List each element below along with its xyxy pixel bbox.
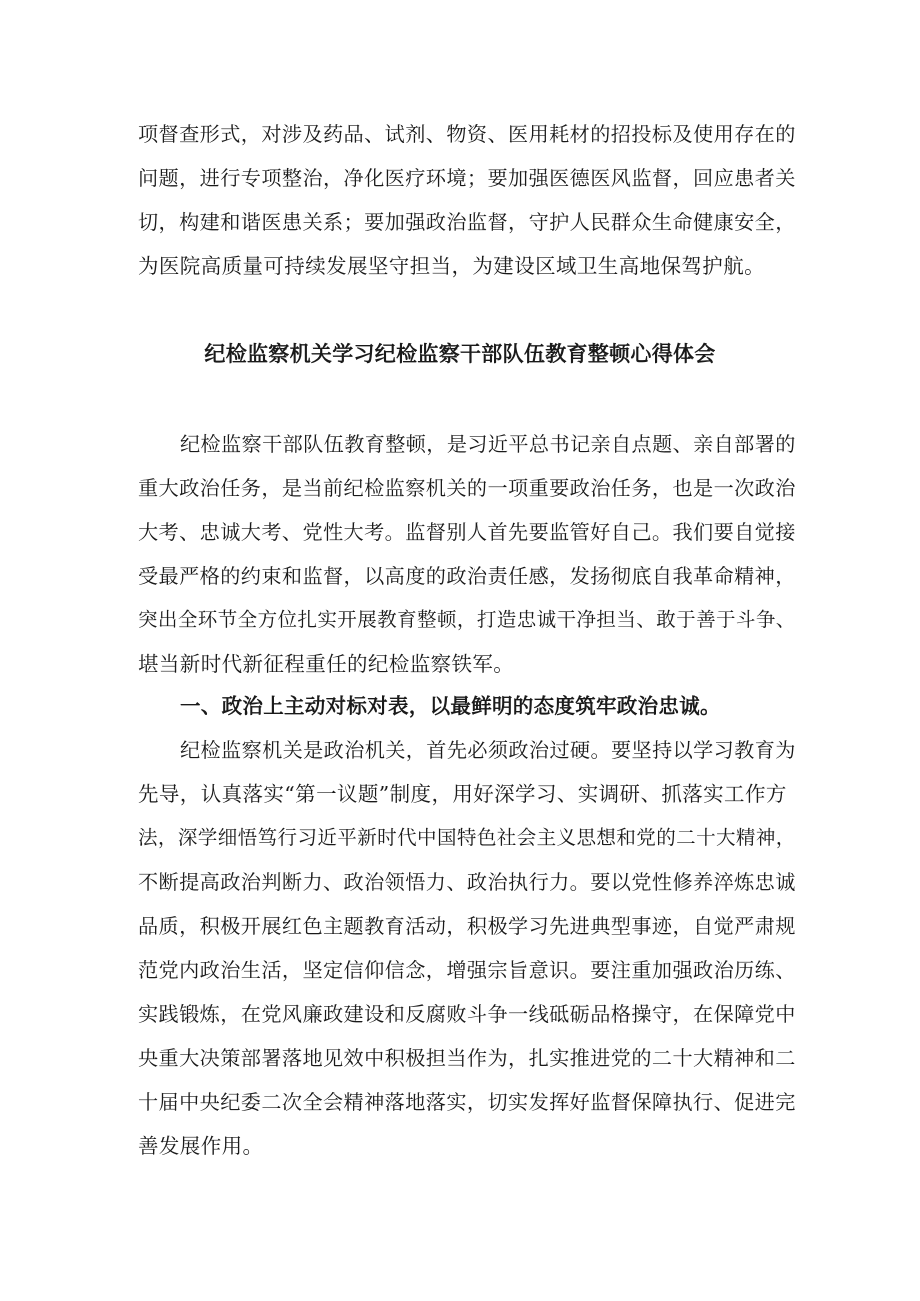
article-title: 纪检监察机关学习纪检监察干部队伍教育整顿心得体会 <box>204 342 716 366</box>
paragraph-line: 央重大决策部署落地见效中积极担当作为，扎实推进党的二十大精神和二 <box>138 1046 796 1070</box>
paragraph-line: 纪检监察干部队伍教育整顿，是习近平总书记亲自点题、亲自部署的 <box>180 432 796 456</box>
paragraph-line: 突出全环节全方位扎实开展教育整顿，打造忠诚干净担当、敢于善于斗争、 <box>138 608 796 631</box>
paragraph-line: 不断提高政治判断力、政治领悟力、政治执行力。要以党性修养淬炼忠诚 <box>138 870 796 894</box>
paragraph-line: 十届中央纪委二次全会精神落地落实，切实发挥好监督保障执行、促进完 <box>138 1090 796 1114</box>
paragraph-line: 问题，进行专项整治，净化医疗环境；要加强医德医风监督，回应患者关 <box>138 166 796 190</box>
paragraph-line: 善发展作用。 <box>138 1134 264 1158</box>
paragraph-line: 大考、忠诚大考、党性大考。监督别人首先要监管好自己。我们要自觉接 <box>138 520 796 544</box>
paragraph-line: 堪当新时代新征程重任的纪检监察铁军。 <box>138 652 515 676</box>
paragraph-line: 切，构建和谐医患关系；要加强政治监督，守护人民群众生命健康安全， <box>138 210 796 234</box>
paragraph-line: 为医院高质量可持续发展坚守担当，为建设区域卫生高地保驾护航。 <box>138 254 765 278</box>
paragraph-line: 实践锻炼，在党风廉政建设和反腐败斗争一线砥砺品格操守，在保障党中 <box>138 1002 796 1026</box>
paragraph-line: 范党内政治生活，坚定信仰信念，增强宗旨意识。要注重加强政治历练、 <box>138 958 796 982</box>
section-heading: 一、政治上主动对标对表，以最鲜明的态度筑牢政治忠诚。 <box>180 694 721 718</box>
paragraph-line: 品质，积极开展红色主题教育活动，积极学习先进典型事迹，自觉严肃规 <box>138 914 796 938</box>
paragraph-line: 受最严格的约束和监督，以高度的政治责任感，发扬彻底自我革命精神， <box>138 564 796 588</box>
paragraph-line: 先导，认真落实“第一议题”制度，用好深学习、实调研、抓落实工作方 <box>138 782 787 806</box>
paragraph-line: 法，深学细悟笃行习近平新时代中国特色社会主义思想和党的二十大精神， <box>138 826 796 849</box>
paragraph-line: 重大政治任务，是当前纪检监察机关的一项重要政治任务，也是一次政治 <box>138 476 796 500</box>
paragraph-line: 项督查形式，对涉及药品、试剂、物资、医用耗材的招投标及使用存在的 <box>138 122 796 146</box>
paragraph-line: 纪检监察机关是政治机关，首先必须政治过硬。要坚持以学习教育为 <box>180 738 796 762</box>
